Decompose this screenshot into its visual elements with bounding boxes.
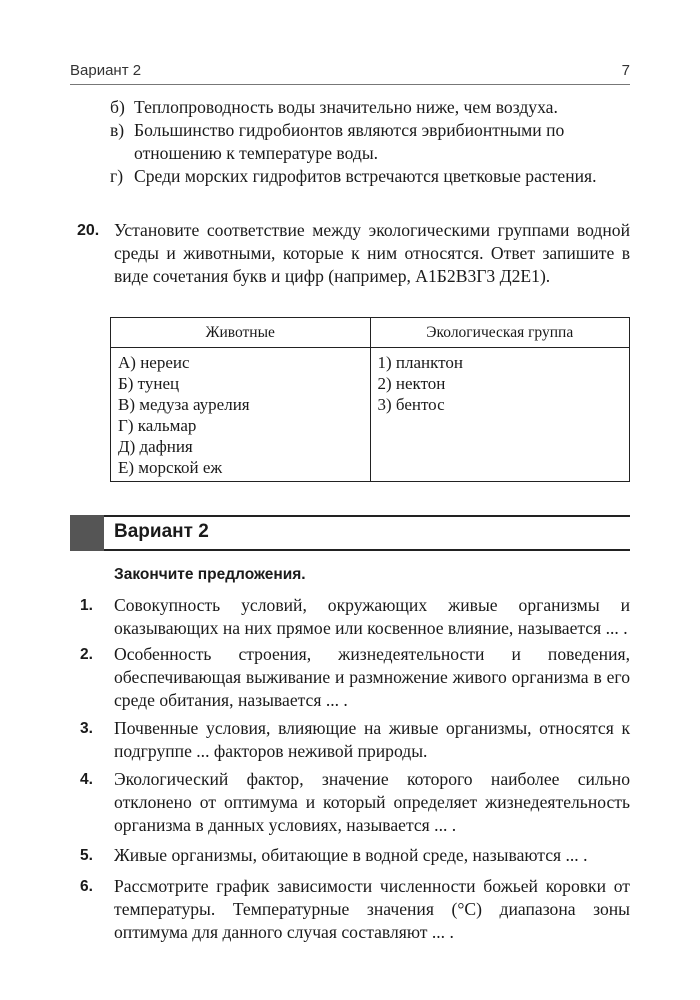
animal-item: В) медуза аурелия — [118, 395, 250, 414]
running-header — [70, 62, 630, 79]
section-top-rule — [70, 515, 630, 517]
item-text: Рассмотрите график зависимости численности божьей коровки от температуры. Температурные значения (°С) диапазона зоны оптимума для данного случая составляют ... . — [114, 876, 630, 942]
option-text: Среди морских гидрофитов встречаются цветковые растения. — [134, 166, 597, 186]
section-title: Вариант 2 — [114, 521, 209, 542]
item-number: 3. — [80, 720, 93, 737]
groups-cell — [370, 348, 630, 482]
option-text: Большинство гидробионтов являются эврибионтными по отношению к температуре воды. — [134, 120, 565, 163]
option-label: г) — [110, 166, 124, 186]
item-number: 6. — [80, 878, 93, 895]
question-20 — [70, 219, 630, 288]
animal-item: Г) кальмар — [118, 416, 197, 435]
option-v — [70, 119, 630, 165]
option-g — [70, 165, 630, 188]
item-number: 2. — [80, 646, 93, 663]
table-row — [111, 348, 630, 482]
item-number: 1. — [80, 597, 93, 614]
section-marker — [70, 515, 104, 551]
item-text: Совокупность условий, окружающих живые организмы и оказывающих на них прямое или косвенное влияние, называется ... . — [114, 595, 630, 638]
header-title: Вариант 2 — [70, 62, 142, 79]
question-item — [70, 643, 630, 712]
animal-item: Е) морской еж — [118, 458, 223, 477]
table-header-animals: Животные — [111, 318, 371, 348]
question-20-body — [70, 219, 630, 288]
item-number: 4. — [80, 771, 93, 788]
item-text: Особенность строения, жизнедеятельности и поведения, обеспечивающая выживание и размножение живого организма в его среде обитания, называется ... . — [114, 644, 630, 710]
group-item: 3) бентос — [377, 395, 445, 414]
option-label: б) — [110, 97, 125, 117]
question-item — [70, 768, 630, 837]
page-number: 7 — [621, 62, 630, 79]
item-text: Почвенные условия, влияющие на живые организмы, относятся к подгруппе ... факторов неживой природы. — [114, 718, 630, 761]
section-bottom-rule — [104, 549, 630, 551]
matching-table — [110, 317, 630, 482]
question-number: 20. — [77, 222, 100, 239]
question-item — [70, 844, 630, 867]
animal-item: Б) тунец — [118, 374, 180, 393]
animal-item: Д) дафния — [118, 437, 193, 456]
table-header-row — [111, 318, 630, 348]
group-item: 2) нектон — [377, 374, 446, 393]
question-item — [70, 594, 630, 640]
question-item — [70, 875, 630, 944]
option-label: в) — [110, 120, 125, 140]
group-item: 1) планктон — [377, 353, 463, 372]
question-text: Установите соответствие между экологическими группами водной среды и животными, которые к ним относятся. Ответ запишите в виде сочетания букв и цифр (например, А1Б2В3Г3 Д2Е1). — [114, 220, 630, 286]
animals-cell — [111, 348, 371, 482]
option-b — [70, 96, 630, 119]
item-number: 5. — [80, 847, 93, 864]
item-text: Живые организмы, обитающие в водной среде, называются ... . — [114, 845, 588, 865]
section-heading — [70, 515, 630, 551]
previous-options — [70, 96, 630, 188]
question-item — [70, 717, 630, 763]
animal-item: А) нереис — [118, 353, 190, 372]
table-header-group: Экологическая группа — [370, 318, 630, 348]
item-text: Экологический фактор, значение которого наиболее сильно отклонено от оптимума и который определяет жизнедеятельность организма в данных условиях, называется ... . — [114, 769, 630, 835]
section-instruction: Закончите предложения. — [114, 566, 306, 583]
header-rule — [70, 84, 630, 85]
option-text: Теплопроводность воды значительно ниже, чем воздуха. — [134, 97, 558, 117]
